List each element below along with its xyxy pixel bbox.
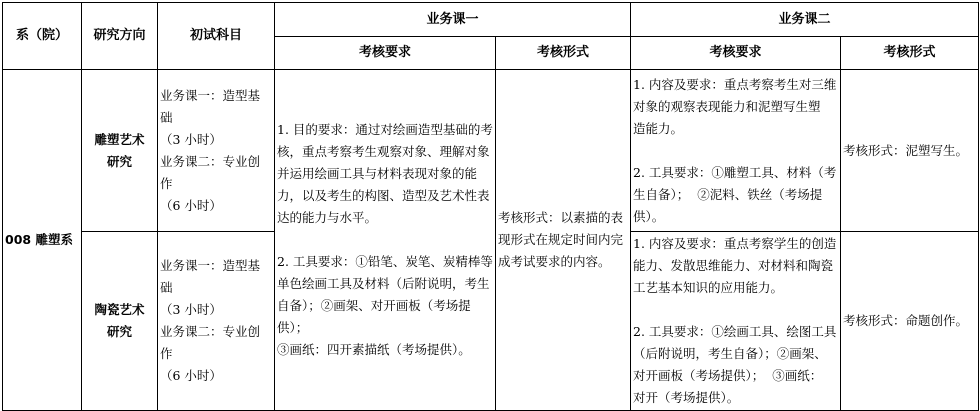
direction-sculpture: 雕塑艺术 研究 — [82, 70, 158, 232]
course2-requirement-ceramics: 1. 内容及要求：重点考察学生的创造 能力、发散思维能力、对材料和陶瓷 工艺基本知识的应用能力。 2. 工具要求：①绘画工具、绘图工具 （后附说明，考生自备）；②画架、 对开画板（考场提供）； ③画纸： 对开（考场提供）。 — [631, 232, 841, 411]
course2-form-ceramics: 考核形式：命题创作。 — [841, 232, 979, 411]
direction-ceramics: 陶瓷艺术 研究 — [82, 232, 158, 411]
header-course2: 业务课二 — [631, 3, 979, 37]
header-course1: 业务课一 — [275, 3, 631, 37]
course1-requirement: 1. 目的要求：通过对绘画造型基础的考 核，重点考察考生观察对象、理解对象 并运用绘画工具与材料表现对象的能 力，以及考生的构图、造型及艺术性表 达的能力与水平。 2. 工具要求：①铅笔、炭笔、炭精棒等 单色绘画工具及材料（后附说明，考生 自备）；②画架、对开画板（考场提供）； ③画纸：四开素描纸（考场提供）。 — [275, 70, 496, 411]
header-subjects: 初试科目 — [158, 3, 275, 70]
header-course2-requirement: 考核要求 — [631, 37, 841, 70]
header-direction: 研究方向 — [82, 3, 158, 70]
course2-form-sculpture: 考核形式：泥塑写生。 — [841, 70, 979, 232]
header-course1-form: 考核形式 — [496, 37, 631, 70]
subjects-ceramics: 业务课一：造型基础 （3 小时） 业务课二：专业创作 （6 小时） — [158, 232, 275, 411]
exam-requirements-table — [2, 2, 979, 411]
course1-form: 考核形式：以素描的表 现形式在规定时间内完 成考试要求的内容。 — [496, 70, 631, 411]
header-dept: 系（院） — [3, 3, 82, 70]
header-course2-form: 考核形式 — [841, 37, 979, 70]
header-course1-requirement: 考核要求 — [275, 37, 496, 70]
subjects-sculpture: 业务课一：造型基础 （3 小时） 业务课二：专业创作 （6 小时） — [158, 70, 275, 232]
department-cell: 008 雕塑系 — [3, 70, 82, 411]
course2-requirement-sculpture: 1. 内容及要求：重点考察考生对三维 对象的观察表现能力和泥塑写生塑 造能力。 2. 工具要求：①雕塑工具、材料（考 生自备）； ②泥料、铁丝（考场提 供）。 — [631, 70, 841, 232]
